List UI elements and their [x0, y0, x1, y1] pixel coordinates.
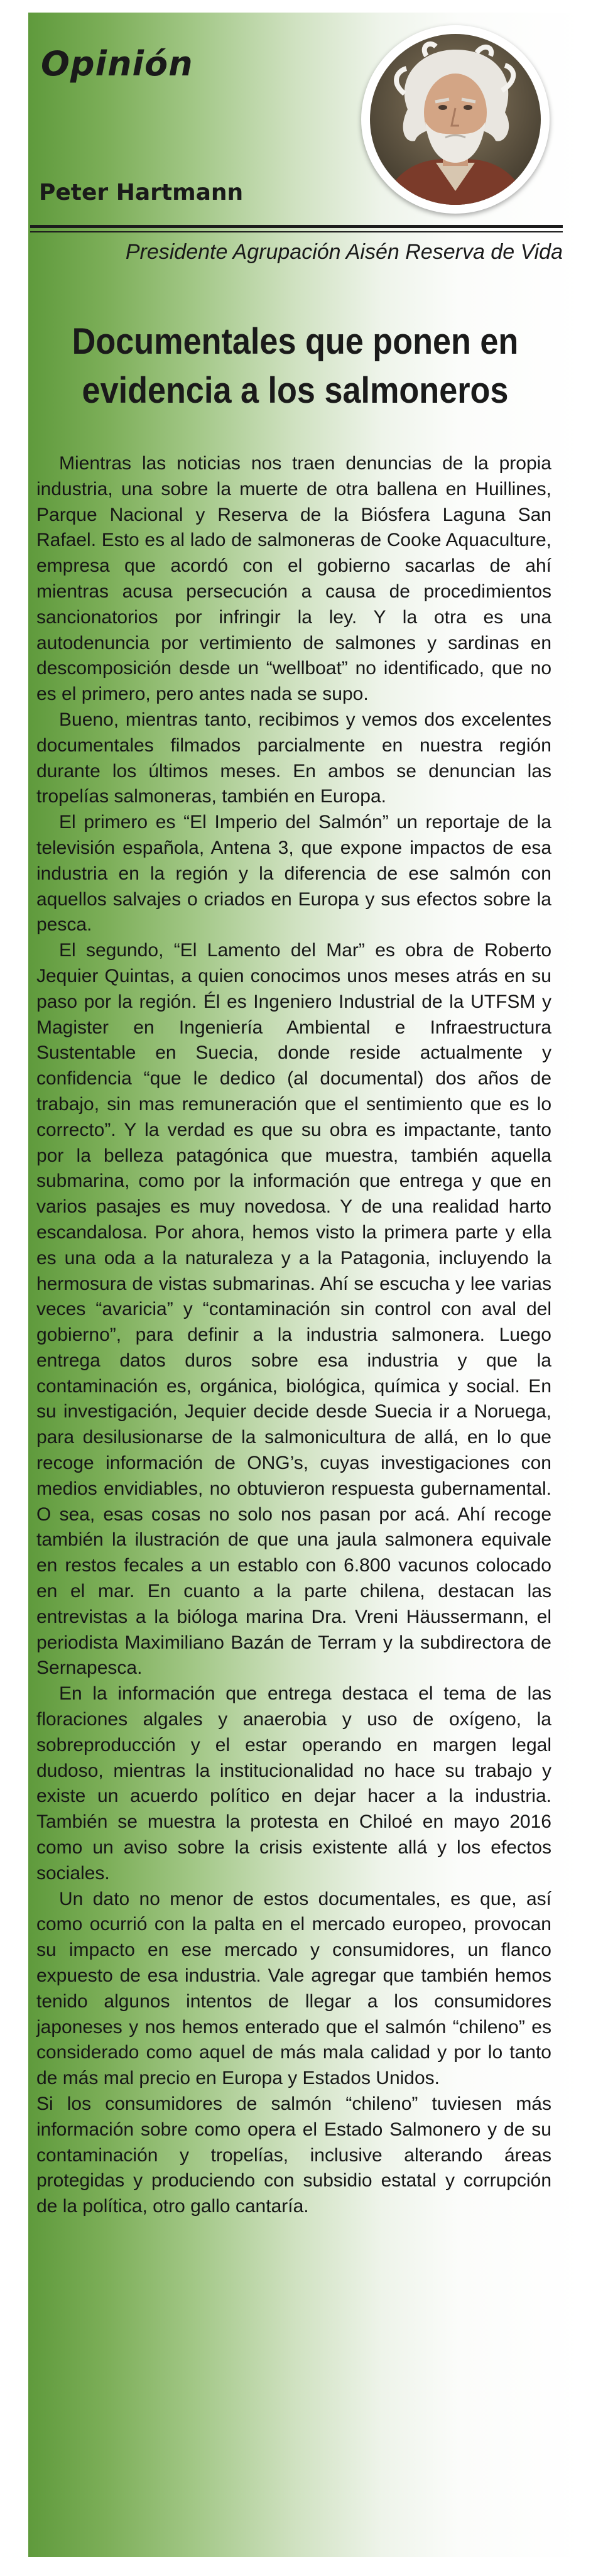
- article-paragraph: Bueno, mientras tanto, recibimos y vemos dos excelentes documentales filmados parcialmente en nuestra región durante los últimos meses. En ambos se denuncian las tropelías salmoneras, también en Europa.: [36, 709, 551, 807]
- article-paragraph: El segundo, “El Lamento del Mar” es obra de Roberto Jequier Quintas, a quien conocimos unos meses atrás en su paso por la región. Él es Ingeniero Industrial de la UTFSM y Magister en Ingeniería Ambiental e Infraestructura Sustentable en Suecia, donde reside actualmente y confidencia “que le dedico (al documental) dos años de trabajo, sin mas remuneración que el sentimiento que es lo correcto”. Y la verdad es que su obra es impactante, tanto por la belleza patagónica que muestra, también aquella submarina, como por la información que entrega y que en varios pasajes es muy novedosa. Y de una realidad harto escandalosa. Por ahora, hemos visto la primera parte y ella es una oda a la naturaleza y a la Patagonia, incluyendo la hermosura de vistas submarinas. Ahí se escucha y lee varias veces “avaricia” y “contaminación sin control con aval del gobierno”, para definir a la industria salmonera. Luego entrega datos duros sobre esa industria y que la contaminación es, orgánica, biológica, química y social. En su investigación, Jequier decide desde Suecia ir a Noruega, para desilusionarse de la salmonicultura de allá, en lo que recoge información de ONG’s, cuyas investigaciones con medios envidiables, no obtuvieron respuesta gubernamental. O sea, esas cosas no solo nos pasan por acá. Ahí recoge también la ilustración de que una jaula salmonera equivale en restos fecales a un establo con 6.800 vacunos colocado en el mar. En cuanto a la parte chilena, destacan las entrevistas a la bióloga marina Dra. Vreni Häussermann, el periodista Maximiliano Bazán de Terram y la subdirectora de Sernapesca.: [36, 940, 551, 1679]
- author-portrait: [361, 25, 550, 214]
- article-paragraph: En la información que entrega destaca el tema de las floraciones algales y anaerobia y uso de oxígeno, la sobreproducción y el estar operando en margen legal dudoso, mientras la institucionalidad no hace su trabajo y existe un acuerdo político en dejar hacer a la industria. También se muestra la protesta en Chiloé en mayo 2016 como un aviso sobre la crisis existente allá y los efectos sociales.: [36, 1683, 551, 1884]
- article-paragraph: Si los consumidores de salmón “chileno” tuviesen más información sobre como opera el Estado Salmonero y de su contaminación y tropelías, inclusive alterando áreas protegidas y produciendo con subsidio estatal y corrupción de la política, otro gallo cantaría.: [36, 2093, 551, 2217]
- article-headline: Documentales que ponen en evidencia a los salmoneros: [72, 321, 519, 411]
- article-paragraph: El primero es “El Imperio del Salmón” un reportaje de la televisión española, Antena 3, que expone impactos de esa industria en la región y la diferencia de ese salmón con aquellos salvajes o criados en Europa y sus efectos sobre la pesca.: [36, 812, 551, 936]
- article-paragraph: Un dato no menor de estos documentales, es que, así como ocurrió con la palta en el mercado europeo, provocan su impacto en ese mercado y consumidores, un flanco expuesto de esa industria. Vale agregar que también hemos tenido algunos intentos de llegar a los consumidores japoneses y nos hemos enterado que el salmón “chileno” es considerado como aquel de más mala calidad y por lo tanto de más mal precio en Europa y Estados Unidos.: [36, 1888, 551, 2089]
- author-role: Presidente Agrupación Aisén Reserva de Vida: [125, 240, 563, 264]
- article-paragraph: Mientras las noticias nos traen denuncias de la propia industria, una sobre la muerte de otra ballena en Huillines, Parque Nacional y Reserva de la Biósfera Laguna San Rafael. Esto es al lado de salmoneras de Cooke Aquaculture, empresa que acordó con el gobierno sacarlas de ahí mientras acusa persecución a causa de procedimientos sancionatorios por infringir la ley. Y la otra es una autodenuncia por vertimiento de salmones y sardinas en descomposición desde un “wellboat” no identificado, que no es el primero, pero antes nada se supo.: [36, 453, 551, 705]
- author-portrait-icon: [370, 34, 541, 205]
- author-name: Peter Hartmann: [39, 180, 244, 205]
- article-body: [36, 451, 551, 2220]
- header-divider-thick: [30, 225, 563, 228]
- header-divider-thin: [30, 231, 563, 232]
- section-title: Opinión: [41, 44, 193, 84]
